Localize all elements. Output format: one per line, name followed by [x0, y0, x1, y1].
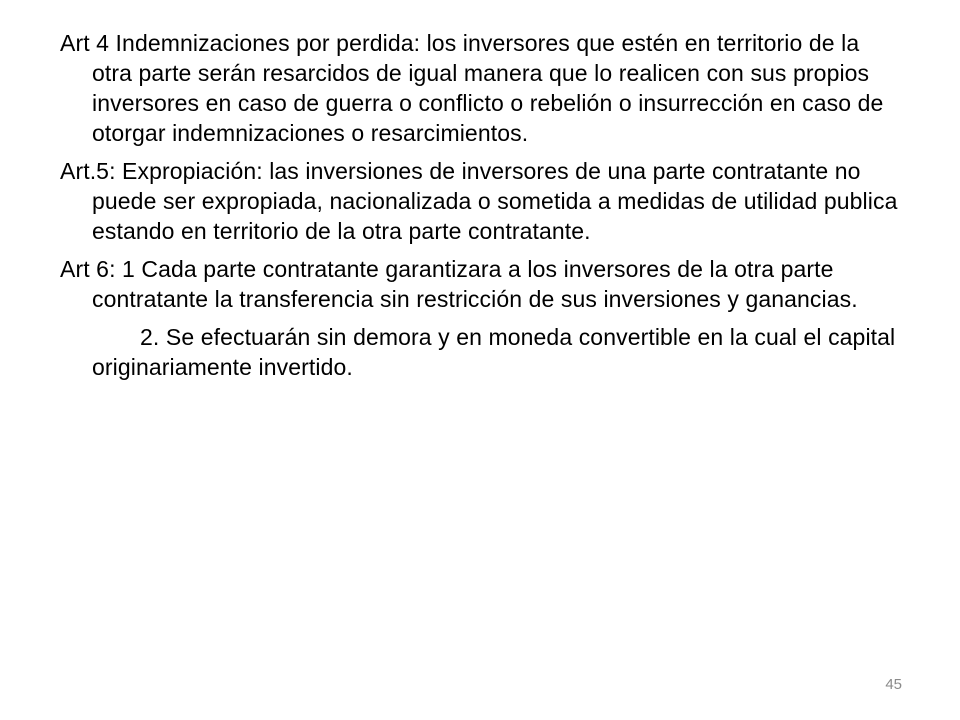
- paragraph-art-6-item-1: Art 6: 1 Cada parte contratante garantizara a los inversores de la otra parte contratante la transferencia sin restricción de sus inversiones y ganancias.: [60, 256, 858, 312]
- paragraph-art-4: Art 4 Indemnizaciones por perdida: los inversores que estén en territorio de la otra parte serán resarcidos de igual manera que lo realicen con sus propios inversores en caso de guerra o conflicto o rebelión o insurrección en caso de otorgar indemnizaciones o resarcimientos.: [60, 30, 884, 146]
- paragraph-art-5: Art.5: Expropiación: las inversiones de inversores de una parte contratante no puede ser expropiada, nacionalizada o sometida a medidas de utilidad publica estando en territorio de la otra parte contratante.: [60, 158, 898, 244]
- slide-body: [60, 28, 900, 390]
- paragraph-art-6-item-2: 2. Se efectuarán sin demora y en moneda convertible en la cual el capital originariamente invertido.: [92, 324, 896, 380]
- page-number: 45: [885, 676, 902, 693]
